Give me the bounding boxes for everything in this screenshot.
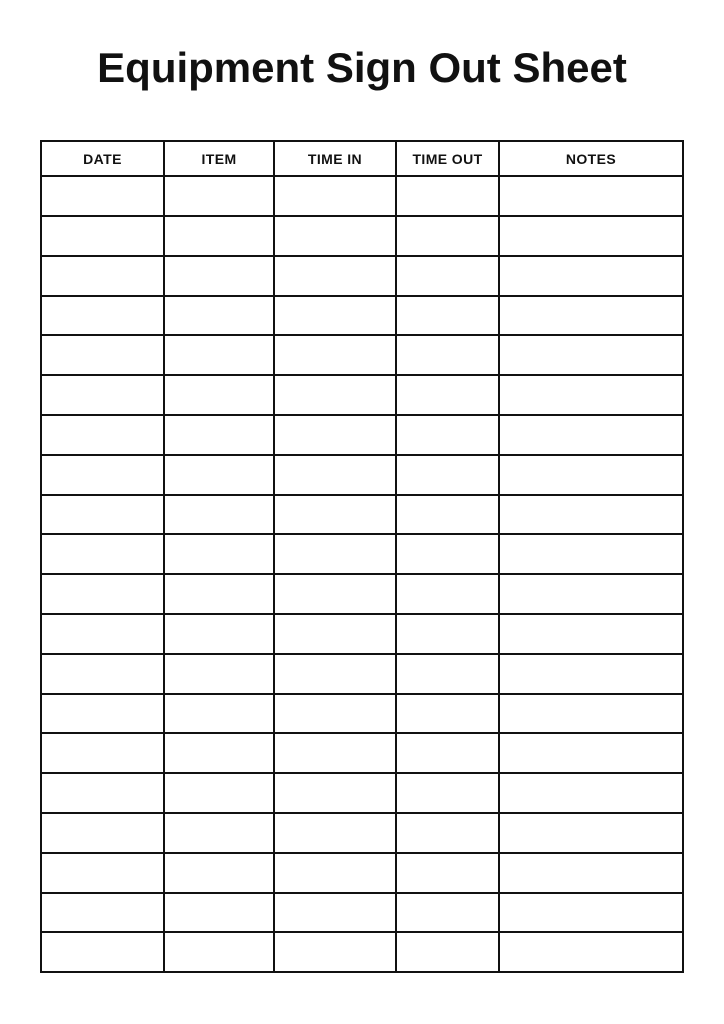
table-row [41, 256, 683, 296]
column-header-time-in: TIME IN [274, 141, 396, 176]
column-header-item: ITEM [164, 141, 274, 176]
cell-item [164, 932, 274, 972]
table-header [41, 141, 683, 176]
page-title: Equipment Sign Out Sheet [97, 44, 627, 91]
cell-time_in [274, 614, 396, 654]
cell-date [41, 773, 164, 813]
cell-item [164, 893, 274, 933]
cell-date [41, 893, 164, 933]
table-body [41, 176, 683, 972]
cell-date [41, 694, 164, 734]
cell-notes [499, 654, 683, 694]
cell-time_out [396, 574, 499, 614]
table-row [41, 375, 683, 415]
cell-date [41, 614, 164, 654]
table-row [41, 335, 683, 375]
cell-notes [499, 415, 683, 455]
cell-item [164, 335, 274, 375]
cell-time_out [396, 415, 499, 455]
cell-notes [499, 733, 683, 773]
column-header-time-out: TIME OUT [396, 141, 499, 176]
table-row [41, 455, 683, 495]
column-header-notes: NOTES [499, 141, 683, 176]
cell-time_in [274, 256, 396, 296]
cell-item [164, 495, 274, 535]
cell-time_in [274, 893, 396, 933]
cell-time_in [274, 296, 396, 336]
cell-item [164, 694, 274, 734]
cell-notes [499, 455, 683, 495]
table-row [41, 495, 683, 535]
cell-time_in [274, 534, 396, 574]
cell-item [164, 574, 274, 614]
cell-notes [499, 574, 683, 614]
cell-date [41, 335, 164, 375]
cell-date [41, 733, 164, 773]
cell-time_in [274, 375, 396, 415]
cell-item [164, 455, 274, 495]
cell-notes [499, 893, 683, 933]
cell-time_out [396, 256, 499, 296]
cell-time_in [274, 773, 396, 813]
cell-date [41, 216, 164, 256]
cell-time_in [274, 733, 396, 773]
cell-time_in [274, 932, 396, 972]
cell-notes [499, 813, 683, 853]
cell-item [164, 813, 274, 853]
table-row [41, 853, 683, 893]
table-row [41, 654, 683, 694]
cell-time_out [396, 375, 499, 415]
table-row [41, 176, 683, 216]
cell-item [164, 733, 274, 773]
cell-date [41, 932, 164, 972]
cell-notes [499, 932, 683, 972]
cell-item [164, 853, 274, 893]
cell-date [41, 853, 164, 893]
cell-date [41, 813, 164, 853]
cell-time_out [396, 176, 499, 216]
cell-date [41, 534, 164, 574]
cell-time_out [396, 813, 499, 853]
table-row [41, 574, 683, 614]
cell-time_out [396, 455, 499, 495]
cell-date [41, 176, 164, 216]
cell-time_in [274, 176, 396, 216]
table-row [41, 893, 683, 933]
cell-time_out [396, 495, 499, 535]
column-header-date: DATE [41, 141, 164, 176]
cell-time_out [396, 694, 499, 734]
table-row [41, 216, 683, 256]
table-row [41, 694, 683, 734]
cell-item [164, 534, 274, 574]
signout-table [40, 140, 684, 973]
cell-date [41, 256, 164, 296]
cell-item [164, 256, 274, 296]
cell-time_out [396, 932, 499, 972]
cell-time_out [396, 654, 499, 694]
cell-item [164, 296, 274, 336]
cell-item [164, 216, 274, 256]
cell-date [41, 455, 164, 495]
cell-notes [499, 335, 683, 375]
cell-time_out [396, 893, 499, 933]
cell-notes [499, 694, 683, 734]
cell-item [164, 176, 274, 216]
cell-time_in [274, 574, 396, 614]
cell-notes [499, 256, 683, 296]
cell-notes [499, 614, 683, 654]
cell-date [41, 574, 164, 614]
cell-notes [499, 216, 683, 256]
cell-date [41, 296, 164, 336]
table-row [41, 296, 683, 336]
table-row [41, 614, 683, 654]
cell-notes [499, 853, 683, 893]
cell-time_out [396, 335, 499, 375]
cell-date [41, 375, 164, 415]
table-row [41, 932, 683, 972]
cell-notes [499, 495, 683, 535]
header-row [41, 141, 683, 176]
table-row [41, 813, 683, 853]
cell-time_out [396, 773, 499, 813]
cell-date [41, 495, 164, 535]
cell-time_out [396, 296, 499, 336]
cell-time_in [274, 813, 396, 853]
cell-item [164, 375, 274, 415]
cell-time_in [274, 335, 396, 375]
cell-notes [499, 773, 683, 813]
cell-time_out [396, 733, 499, 773]
cell-time_in [274, 415, 396, 455]
cell-item [164, 773, 274, 813]
table-row [41, 773, 683, 813]
cell-item [164, 614, 274, 654]
cell-time_in [274, 216, 396, 256]
cell-notes [499, 176, 683, 216]
cell-notes [499, 534, 683, 574]
cell-time_in [274, 495, 396, 535]
cell-time_in [274, 853, 396, 893]
cell-date [41, 415, 164, 455]
cell-time_out [396, 853, 499, 893]
table-row [41, 534, 683, 574]
cell-item [164, 654, 274, 694]
cell-time_out [396, 216, 499, 256]
cell-notes [499, 296, 683, 336]
table-row [41, 415, 683, 455]
cell-item [164, 415, 274, 455]
cell-time_in [274, 694, 396, 734]
cell-notes [499, 375, 683, 415]
cell-time_in [274, 455, 396, 495]
cell-time_out [396, 534, 499, 574]
cell-time_in [274, 654, 396, 694]
cell-date [41, 654, 164, 694]
table-row [41, 733, 683, 773]
cell-time_out [396, 614, 499, 654]
